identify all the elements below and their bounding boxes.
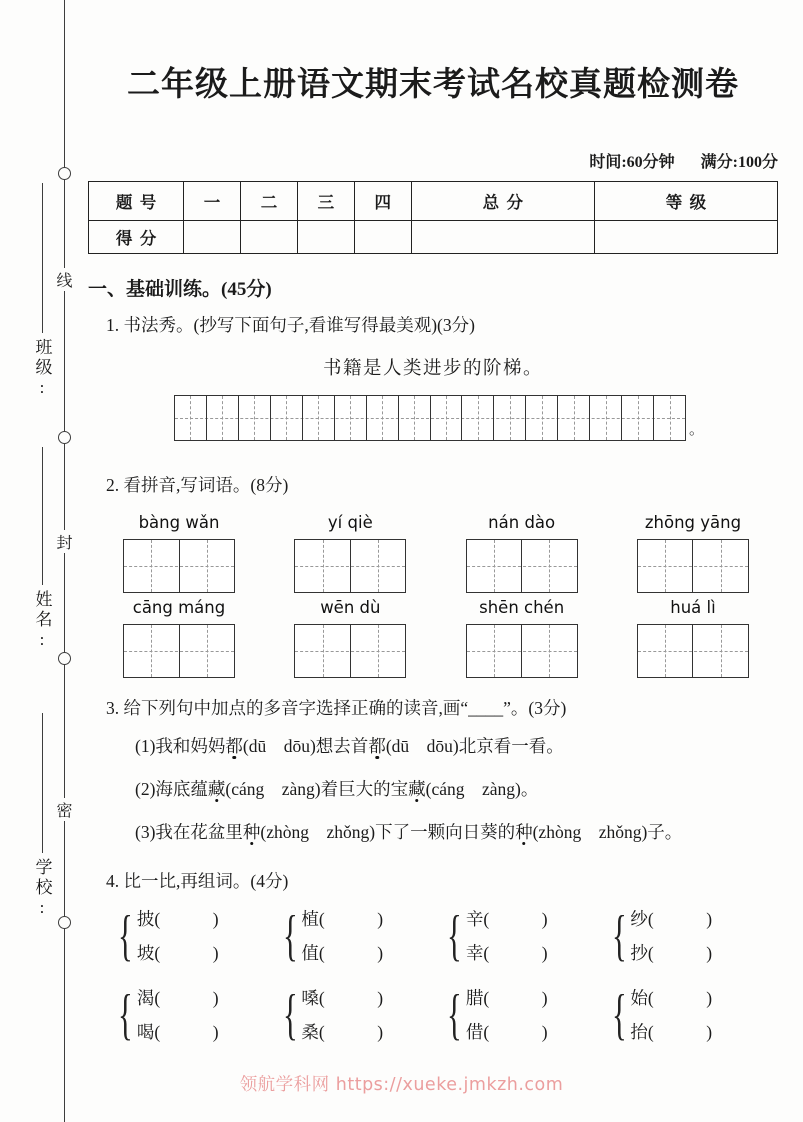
pinyin-word-group bbox=[291, 513, 409, 593]
word-pair-item: 披( ) bbox=[136, 909, 219, 930]
pinyin-label: huá lì bbox=[670, 598, 716, 617]
writing-box-cell bbox=[180, 540, 235, 592]
word-pair-group bbox=[606, 906, 771, 965]
pinyin-row bbox=[88, 598, 778, 678]
dotted-char: 种 bbox=[242, 822, 261, 843]
exam-content bbox=[88, 0, 778, 1044]
word-pair-item: 抄( ) bbox=[630, 943, 713, 964]
pinyin-word-group bbox=[291, 598, 409, 678]
binding-hole-icon bbox=[58, 167, 71, 180]
q2-title: 2. 看拼音,写词语。(8分) bbox=[106, 475, 289, 495]
exam-info bbox=[88, 149, 778, 172]
word-pair-item: 抬( ) bbox=[630, 1022, 713, 1043]
word-pair-lines bbox=[630, 985, 712, 1044]
writing-box-cell bbox=[638, 625, 694, 677]
brace-icon: { bbox=[282, 983, 298, 1046]
score-table-header-cell: 一 bbox=[184, 182, 241, 221]
pinyin-label: cāng máng bbox=[132, 598, 226, 617]
grid-cell bbox=[399, 396, 431, 440]
score-table-header-cell: 四 bbox=[354, 182, 411, 221]
dotted-char: 种 bbox=[515, 822, 533, 843]
sentence-text: (3)我在花盆里 bbox=[135, 822, 243, 843]
brace-icon: { bbox=[118, 904, 133, 967]
sentence-text: (cáng zàng)。 bbox=[425, 779, 539, 800]
pinyin-writing-box bbox=[294, 539, 406, 593]
score-table-header-row bbox=[89, 182, 778, 221]
pinyin-label: wēn dù bbox=[320, 598, 381, 617]
word-pair-item: 始( ) bbox=[630, 988, 713, 1009]
grid-cell bbox=[558, 396, 590, 440]
word-pair-group bbox=[112, 985, 277, 1044]
writing-grid-period: 。 bbox=[689, 422, 705, 438]
pinyin-label: yí qiè bbox=[327, 513, 373, 532]
dotted-char: 都 bbox=[368, 736, 386, 756]
brace-icon: { bbox=[447, 983, 462, 1046]
sentence-text: (dū dōu)北京看一看。 bbox=[385, 736, 564, 756]
word-pair-lines bbox=[137, 906, 219, 965]
section-heading: 一、基础训练。(45分) bbox=[88, 279, 272, 300]
sentence-text: (zhòng zhǒng)下了一颗向日葵的 bbox=[260, 822, 516, 843]
name-blank-line bbox=[42, 447, 43, 585]
sentence-text: (dū dōu)想去首 bbox=[242, 736, 369, 756]
word-pair-item: 幸( ) bbox=[465, 943, 548, 964]
pinyin-writing-box bbox=[637, 539, 749, 593]
grid-cell bbox=[303, 396, 335, 440]
sentence-text: (2)海底蕴 bbox=[135, 779, 208, 800]
class-blank-line bbox=[42, 183, 43, 333]
seal-char-xian: 线 bbox=[55, 268, 74, 291]
word-pair-lines bbox=[630, 906, 712, 965]
score-table-header-cell: 二 bbox=[241, 182, 298, 221]
pinyin-writing-box bbox=[123, 624, 235, 678]
dotted-char: 藏 bbox=[408, 779, 426, 800]
q1-sentence: 书籍是人类进步的阶梯。 bbox=[322, 359, 543, 379]
brace-icon: { bbox=[611, 983, 627, 1046]
word-pair-group bbox=[606, 985, 771, 1044]
grid-cell bbox=[654, 396, 685, 440]
binding-hole-icon bbox=[58, 431, 71, 444]
word-pair-item: 喝( ) bbox=[136, 1022, 219, 1043]
score-empty-cell bbox=[184, 221, 241, 254]
watermark: 领航学科网 https://xueke.jmkzh.com bbox=[239, 1075, 564, 1095]
word-pair-group bbox=[441, 985, 606, 1044]
school-field bbox=[30, 713, 54, 920]
word-pair-group bbox=[277, 985, 442, 1044]
grid-cell bbox=[175, 396, 207, 440]
pinyin-label: nán dào bbox=[488, 513, 556, 532]
word-pair-group bbox=[441, 906, 606, 965]
q2-pinyin-rows bbox=[88, 513, 778, 678]
pinyin-word-group bbox=[120, 513, 238, 593]
brace-icon: { bbox=[447, 904, 462, 967]
writing-box-cell bbox=[693, 625, 748, 677]
dotted-char: 都 bbox=[225, 736, 243, 756]
school-blank-line bbox=[42, 713, 43, 853]
word-pair-item: 值( ) bbox=[301, 943, 384, 964]
pinyin-writing-box bbox=[466, 624, 578, 678]
writing-box-cell bbox=[638, 540, 694, 592]
word-pair-lines bbox=[466, 906, 548, 965]
pinyin-writing-box bbox=[294, 624, 406, 678]
score-table-header-cell: 三 bbox=[297, 182, 354, 221]
writing-box-cell bbox=[693, 540, 748, 592]
grid-cell bbox=[622, 396, 654, 440]
writing-box-cell bbox=[522, 625, 577, 677]
grid-cell bbox=[431, 396, 463, 440]
word-pair-lines bbox=[466, 985, 548, 1044]
page-title: 二年级上册语文期末考试名校真题检测卷 bbox=[127, 67, 739, 103]
writing-box-cell bbox=[180, 625, 235, 677]
grid-cell bbox=[271, 396, 303, 440]
grid-cell bbox=[367, 396, 399, 440]
grid-cell bbox=[239, 396, 271, 440]
binding-hole-icon bbox=[58, 916, 71, 929]
sentence-text: (1)我和妈妈 bbox=[135, 736, 226, 756]
binding-hole-icon bbox=[58, 652, 71, 665]
writing-box-cell bbox=[467, 625, 523, 677]
score-table-header-cell: 等级 bbox=[594, 182, 777, 221]
word-pair-item: 植( ) bbox=[301, 909, 384, 930]
q3-title: 3. 给下列句中加点的多音字选择正确的读音,画“____”。(3分) bbox=[106, 698, 567, 718]
grid-cell bbox=[462, 396, 494, 440]
grid-cell bbox=[335, 396, 367, 440]
writing-box-cell bbox=[351, 625, 406, 677]
pinyin-writing-box bbox=[637, 624, 749, 678]
word-pair-item: 嗓( ) bbox=[301, 988, 384, 1009]
pinyin-label: shēn chén bbox=[479, 598, 565, 617]
brace-icon: { bbox=[611, 904, 627, 967]
writing-box-cell bbox=[124, 625, 180, 677]
q3-sentence bbox=[88, 815, 778, 849]
score-empty-cell bbox=[411, 221, 594, 254]
score-empty-cell bbox=[354, 221, 411, 254]
writing-box-cell bbox=[295, 540, 351, 592]
word-pair-item: 纱( ) bbox=[630, 909, 713, 930]
word-pair-item: 渴( ) bbox=[136, 988, 219, 1009]
pinyin-word-group bbox=[120, 598, 238, 678]
writing-box-cell bbox=[351, 540, 406, 592]
score-table-header-cell: 题号 bbox=[89, 182, 184, 221]
word-pair-item: 桑( ) bbox=[301, 1022, 384, 1043]
score-empty-cell bbox=[594, 221, 777, 254]
grid-cell bbox=[526, 396, 558, 440]
pinyin-writing-box bbox=[466, 539, 578, 593]
word-pair-item: 腊( ) bbox=[465, 988, 548, 1009]
pinyin-row bbox=[88, 513, 778, 593]
writing-box-cell bbox=[467, 540, 523, 592]
q1-title: 1. 书法秀。(抄写下面句子,看谁写得最美观)(3分) bbox=[106, 315, 475, 335]
word-pair-item: 借( ) bbox=[465, 1022, 548, 1043]
word-pair-lines bbox=[137, 985, 219, 1044]
q1-writing-row bbox=[88, 395, 778, 441]
writing-box-cell bbox=[522, 540, 577, 592]
class-field bbox=[30, 183, 54, 400]
word-pair-item: 辛( ) bbox=[465, 909, 548, 930]
score-table bbox=[88, 181, 778, 254]
q3-sentence bbox=[88, 729, 778, 763]
pinyin-writing-box bbox=[123, 539, 235, 593]
name-field bbox=[30, 447, 54, 652]
q4-title: 4. 比一比,再组词。(4分) bbox=[106, 871, 289, 892]
grid-cell bbox=[590, 396, 622, 440]
score-row-label: 得分 bbox=[89, 221, 184, 254]
word-pair-item: 坡( ) bbox=[136, 943, 219, 964]
grid-cell bbox=[207, 396, 239, 440]
brace-icon: { bbox=[118, 983, 133, 1046]
dotted-char: 藏 bbox=[207, 779, 226, 800]
brace-icon: { bbox=[282, 904, 298, 967]
word-pair-lines bbox=[301, 985, 383, 1044]
q4-word-pairs bbox=[88, 906, 778, 1044]
pinyin-word-group bbox=[634, 598, 752, 678]
class-label: 班级: bbox=[32, 338, 52, 400]
score-table-score-row bbox=[89, 221, 778, 254]
word-pair-lines bbox=[301, 906, 383, 965]
sentence-text: (zhòng zhǒng)子。 bbox=[532, 822, 683, 843]
pinyin-label: bàng wǎn bbox=[138, 513, 220, 532]
seal-char-mi: 密 bbox=[55, 798, 74, 821]
score-empty-cell bbox=[241, 221, 298, 254]
name-label: 姓名: bbox=[32, 590, 52, 652]
writing-grid bbox=[174, 395, 686, 441]
pinyin-word-group bbox=[634, 513, 752, 593]
writing-box-cell bbox=[295, 625, 351, 677]
score-empty-cell bbox=[297, 221, 354, 254]
score-table-header-cell: 总分 bbox=[411, 182, 594, 221]
full-score-info: 满分:100分 bbox=[700, 154, 778, 171]
pinyin-label: zhōng yāng bbox=[644, 513, 742, 532]
school-label: 学校: bbox=[32, 858, 52, 920]
sentence-text: (cáng zàng)着巨大的宝 bbox=[225, 779, 409, 800]
binding-margin bbox=[0, 0, 88, 1122]
pinyin-word-group bbox=[463, 598, 581, 678]
pinyin-word-group bbox=[463, 513, 581, 593]
word-pair-group bbox=[277, 906, 442, 965]
word-pair-group bbox=[112, 906, 277, 965]
q3-sentences bbox=[88, 729, 778, 849]
writing-box-cell bbox=[124, 540, 180, 592]
grid-cell bbox=[494, 396, 526, 440]
q3-sentence bbox=[88, 772, 778, 806]
time-info: 时间:60分钟 bbox=[589, 154, 675, 171]
seal-char-feng: 封 bbox=[55, 530, 74, 553]
